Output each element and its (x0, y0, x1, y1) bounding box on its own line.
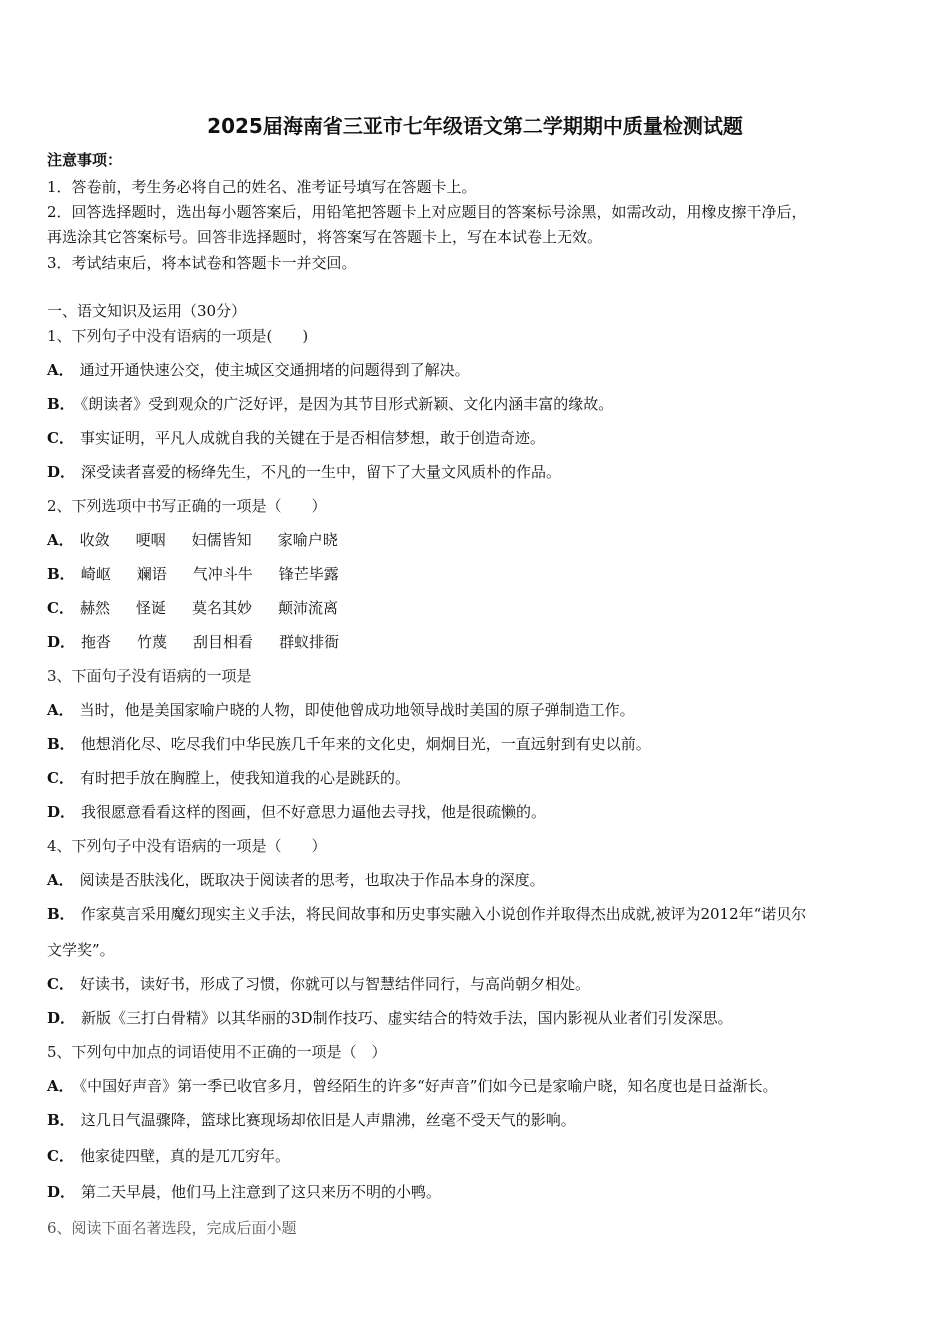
option-label: B． (47, 565, 75, 583)
option-label: D． (47, 1183, 76, 1201)
option-text: 《朗读者》受到观众的广泛好评，是因为其节目形式新颖、文化内涵丰富的缘故。 (80, 395, 614, 413)
q6-stem: 6、阅读下面名著选段，完成后面小题 (47, 1219, 297, 1237)
option-label: D． (47, 463, 76, 481)
q3-option-a (47, 700, 635, 720)
option-text: 第二天早晨，他们马上注意到了这只来历不明的小鸭。 (81, 1183, 442, 1201)
q1-stem: 1、下列句子中没有语病的一项是( ) (47, 327, 309, 345)
word: 拖沓 (81, 633, 112, 651)
option-label: D． (47, 803, 76, 821)
option-label: B． (47, 735, 75, 753)
option-text: 事实证明，平凡人成就自我的关键在于是否相信梦想，敢于创造奇迹。 (79, 429, 545, 447)
q5-stem: 5、下列句中加点的词语使用不正确的一项是（ ） (47, 1043, 387, 1061)
option-text: 有时把手放在胸膛上，使我知道我的心是跳跃的。 (79, 769, 410, 787)
q3-option-b (47, 734, 651, 754)
option-text: 新版《三打白骨精》以其华丽的3D制作技巧、虚实结合的特效手法，国内影视从业者们引发深思。 (81, 1009, 733, 1027)
q3-option-c (47, 768, 410, 788)
option-label: A． (47, 1077, 74, 1095)
q1-option-d (47, 462, 561, 482)
word: 群蚁排衙 (279, 633, 340, 651)
q1-option-b (47, 394, 613, 414)
q5-option-c (47, 1146, 290, 1166)
word: 颠沛流离 (278, 599, 339, 617)
q1-option-c (47, 428, 545, 448)
word: 竹蔑 (137, 633, 168, 651)
word: 斓语 (136, 565, 167, 583)
q2-option-d (47, 632, 339, 652)
q2-option-c (47, 598, 338, 618)
option-text: 深受读者喜爱的杨绛先生，不凡的一生中，留下了大量文风质朴的作品。 (81, 463, 562, 481)
option-text: 《中国好声音》第一季已收官多月，曾经陌生的许多“好声音”们如今已是家喻户晓，知名度也是日益渐长。 (79, 1077, 778, 1095)
q4-option-d (47, 1008, 733, 1028)
q2-option-a (47, 530, 338, 550)
option-label: B． (47, 1111, 75, 1129)
q3-option-d (47, 802, 546, 822)
word: 怪诞 (135, 599, 166, 617)
option-text: 当时，他是美国家喻户晓的人物，即使他曾成功地领导战时美国的原子弹制造工作。 (79, 701, 635, 719)
word: 妇儒皆知 (191, 531, 252, 549)
option-text: 他家徒四壁，真的是兀兀穷年。 (79, 1147, 290, 1165)
word: 锋芒毕露 (278, 565, 339, 583)
option-label: D． (47, 1009, 76, 1027)
section-heading: 一、语文知识及运用（30分） (47, 302, 247, 320)
q4-stem: 4、下列句子中没有语病的一项是（ ） (47, 837, 327, 855)
option-text: 好读书，读好书，形成了习惯，你就可以与智慧结伴同行，与高尚朝夕相处。 (79, 975, 590, 993)
q5-option-a (47, 1076, 777, 1096)
word: 莫名其妙 (191, 599, 252, 617)
option-text: 这几日气温骤降，篮球比赛现场却依旧是人声鼎沸，丝毫不受天气的影响。 (80, 1111, 576, 1129)
q5-option-b (47, 1110, 576, 1130)
option-label: C． (47, 599, 74, 617)
word: 气冲斗牛 (192, 565, 253, 583)
option-label: B． (47, 905, 75, 923)
option-text: 阅读是否肤浅化，既取决于阅读者的思考，也取决于作品本身的深度。 (79, 871, 545, 889)
q1-option-a (47, 360, 470, 380)
option-label: B． (47, 395, 75, 413)
option-text: 我很愿意看看这样的图画，但不好意思力逼他去寻找，他是很疏懒的。 (81, 803, 547, 821)
option-label: D． (47, 633, 76, 651)
q3-stem: 3、下面句子没有语病的一项是 (47, 667, 252, 685)
option-label: C． (47, 429, 74, 447)
notice-item-3: 3．考试结束后，将本试卷和答题卡一并交回。 (47, 254, 357, 272)
option-text: 通过开通快速公交，使主城区交通拥堵的问题得到了解决。 (79, 361, 470, 379)
notice-item-2: 2．回答选择题时，选出每小题答案后，用铅笔把答题卡上对应题目的答案标号涂黑，如需改动，用橡皮擦干净后， (47, 203, 807, 221)
option-label: A． (47, 701, 74, 719)
option-label: C． (47, 769, 74, 787)
word: 收敛 (79, 531, 110, 549)
word: 崎岖 (80, 565, 111, 583)
q4-option-b (47, 904, 806, 924)
option-label: A． (47, 531, 74, 549)
option-label: C． (47, 975, 74, 993)
word: 刮目相看 (193, 633, 254, 651)
q4-option-a (47, 870, 545, 890)
page-title: 2025届海南省三亚市七年级语文第二学期期中质量检测试题 (207, 114, 743, 138)
notice-item-2-cont: 再选涂其它答案标号。回答非选择题时，将答案写在答题卡上，写在本试卷上无效。 (47, 228, 603, 246)
option-text: 他想消化尽、吃尽我们中华民族几千年来的文化史，炯炯目光，一直远射到有史以前。 (80, 735, 651, 753)
q4-option-b-cont: 文学奖”。 (47, 941, 115, 959)
q2-option-b (47, 564, 339, 584)
word: 哽咽 (135, 531, 166, 549)
option-label: A． (47, 871, 74, 889)
option-text: 作家莫言采用魔幻现实主义手法，将民间故事和历史事实融入小说创作并取得杰出成就,被评为2012年“诺贝尔 (80, 905, 807, 923)
option-label: A． (47, 361, 74, 379)
q2-stem: 2、下列选项中书写正确的一项是（ ） (47, 497, 327, 515)
q5-option-d (47, 1182, 441, 1202)
notice-item-1: 1．答卷前，考生务必将自己的姓名、准考证号填写在答题卡上。 (47, 178, 477, 196)
notice-heading: 注意事项： (47, 151, 123, 169)
word: 家喻户晓 (277, 531, 338, 549)
q4-option-c (47, 974, 590, 994)
word: 赫然 (79, 599, 110, 617)
option-label: C． (47, 1147, 74, 1165)
